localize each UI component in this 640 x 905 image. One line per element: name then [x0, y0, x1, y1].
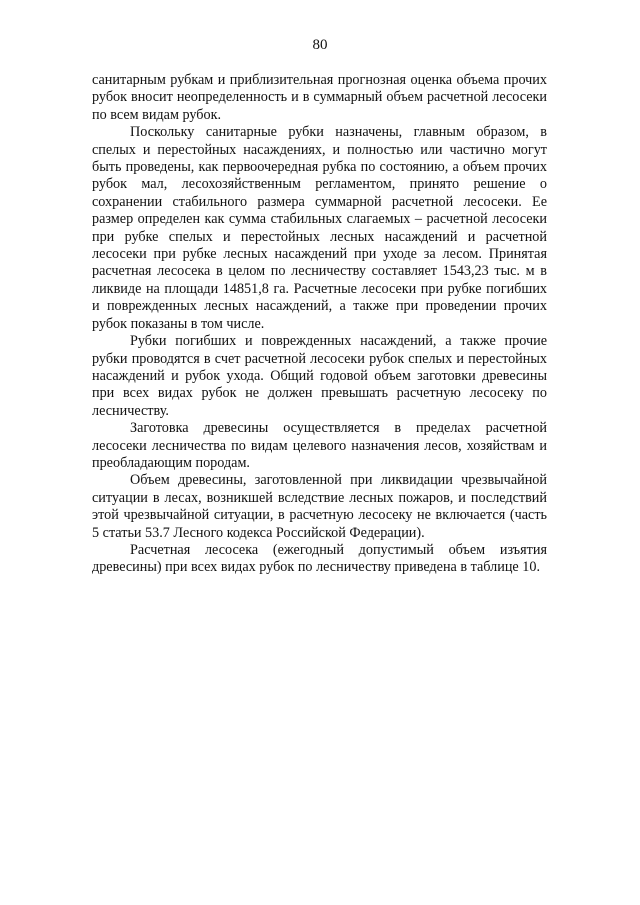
body-text	[92, 72, 547, 577]
paragraph-4: Заготовка древесины осуществляется в пределах расчетной лесосеки лесничества по видам целевого назначения лесов, хозяйствам и преобладающим породам.	[92, 420, 547, 471]
paragraph-6: Расчетная лесосека (ежегодный допустимый объем изъятия древесины) при всех видах рубок по лесничеству приведена в таблице 10.	[92, 541, 547, 576]
paragraph-5: Объем древесины, заготовленной при ликвидации чрезвычайной ситуации в лесах, возникшей вследствие лесных пожаров, и последствий этой чрезвычайной ситуации, в расчетную лесосеку не включается (часть 5 статьи 53.7 Лесного кодекса Российской Федерации).	[92, 472, 547, 541]
page-number: 80	[312, 37, 328, 53]
paragraph-2: Поскольку санитарные рубки назначены, главным образом, в спелых и перестойных насаждениях, и полностью или частично могут быть проведены, как первоочередная рубка по состоянию, а объем прочих рубок мал, лесохозяйственным регламентом, принято решение о сохранении стабильного размера суммарной расчетной лесосеки. Ее размер определен как сумма стабильных слагаемых – расчетной лесосеки при рубке спелых и перестойных лесных насаждений и расчетной лесосеки при рубке лесных насаждений при уходе за лесом. Принятая расчетная лесосека в целом по лесничеству составляет 1543,23 тыс. м в ликвиде на площади 14851,8 га. Расчетные лесосеки при рубке погибших и поврежденных лесных насаждений, а также при проведении прочих рубок показаны в том числе.	[92, 124, 547, 332]
paragraph-1: санитарным рубкам и приблизительная прогнозная оценка объема прочих рубок вносит неопределенность и в суммарный объем расчетной лесосеки по всем видам рубок.	[92, 72, 547, 123]
paragraph-3: Рубки погибших и поврежденных насаждений, а также прочие рубки проводятся в счет расчетной лесосеки рубок спелых и перестойных насаждений и рубок ухода. Общий годовой объем заготовки древесины при всех видах рубок не должен превышать расчетную лесосеку по лесничеству.	[92, 333, 547, 419]
